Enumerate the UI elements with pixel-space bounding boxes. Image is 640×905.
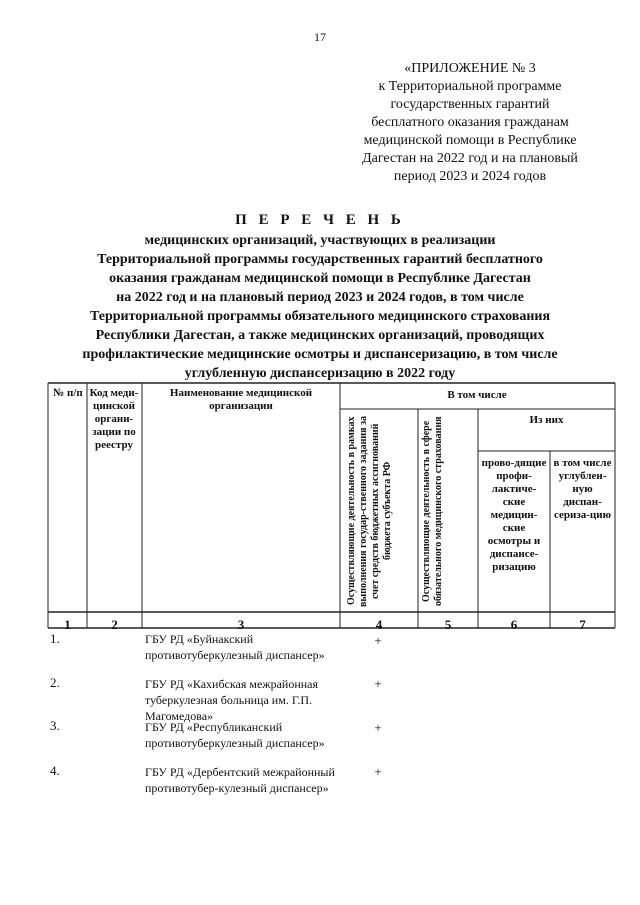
title-line: медицинских организаций, участвующих в реализации bbox=[144, 233, 496, 248]
title-line: углубленную диспансеризацию в 2022 году bbox=[184, 366, 456, 381]
header-code: Код меди-цинской органи-зации по реестру bbox=[89, 387, 139, 451]
row-organization-name: ГБУ РД «Республиканский противотуберкулезный диспансер» bbox=[145, 720, 325, 750]
appendix-line: государственных гарантий bbox=[390, 97, 550, 112]
row-col4-mark: + bbox=[374, 764, 382, 779]
column-number: 6 bbox=[510, 617, 518, 632]
appendix-line: к Территориальной программе bbox=[378, 79, 562, 94]
row-col4-mark: + bbox=[374, 633, 382, 648]
header-name: Наименование медицинской организации bbox=[169, 387, 313, 412]
row-organization-name: ГБУ РД «Дербентский межрайонный противотубер-кулезный диспансер» bbox=[145, 765, 335, 795]
column-number: 2 bbox=[111, 617, 118, 632]
title-line: Территориальной программы обязательного медицинского страхования bbox=[89, 309, 551, 324]
document-title bbox=[0, 212, 640, 383]
title-line: Республики Дагестан, а также медицинских организаций, проводящих bbox=[95, 328, 545, 343]
appendix-line: «ПРИЛОЖЕНИЕ № 3 bbox=[404, 61, 536, 76]
row-number: 3. bbox=[50, 718, 60, 733]
title-line: Территориальной программы государственных гарантий бесплатного bbox=[97, 252, 543, 267]
row-number: 2. bbox=[50, 675, 60, 690]
column-number: 7 bbox=[579, 617, 586, 632]
appendix-line: период 2023 и 2024 годов bbox=[393, 169, 547, 184]
column-number: 5 bbox=[444, 617, 452, 632]
row-col4-mark: + bbox=[374, 676, 382, 691]
page-number: 17 bbox=[314, 30, 326, 44]
header-of-them: Из них bbox=[529, 414, 564, 426]
header-including: В том числе bbox=[447, 389, 507, 401]
header-col7: в том числе углублен-ную диспан-сериза-цию bbox=[553, 457, 612, 521]
header-col4: Осуществляющие деятельность в рамках выполнения государ-ственного задания за счет средств бюджетных ассигнований бюджета субъекта РФ bbox=[346, 415, 393, 607]
column-number: 4 bbox=[375, 617, 383, 632]
title-heading: П Е Р Е Ч Е Н Ь bbox=[235, 212, 405, 228]
row-number: 1. bbox=[50, 631, 60, 646]
header-col5: Осуществляющие деятельность в сфере обязательного медицинского страхования bbox=[421, 416, 444, 606]
row-col4-mark: + bbox=[374, 720, 382, 735]
row-number: 4. bbox=[50, 763, 60, 778]
row-organization-name: ГБУ РД «Буйнакский противотуберкулезный диспансер» bbox=[145, 632, 325, 662]
appendix-line: Дагестан на 2022 год и на плановый bbox=[362, 151, 578, 166]
appendix-line: медицинской помощи в Республике bbox=[363, 133, 577, 148]
row-organization-name: ГБУ РД «Кахибская межрайонная туберкулезная больница им. Г.П. Магомедова» bbox=[145, 677, 319, 723]
appendix-block bbox=[330, 60, 610, 186]
title-line: оказания гражданам медицинской помощи в Республике Дагестан bbox=[109, 271, 531, 286]
header-num: № п/п bbox=[53, 387, 83, 399]
column-number: 1 bbox=[64, 617, 71, 632]
column-number: 3 bbox=[237, 617, 245, 632]
appendix-line: бесплатного оказания гражданам bbox=[371, 115, 569, 130]
header-col6: прово-дящие профи-лактиче-ские медицин-ские осмотры и диспансе-ризацию bbox=[481, 457, 547, 573]
title-line: на 2022 год и на плановый период 2023 и 2024 годов, в том числе bbox=[116, 290, 524, 305]
title-line: профилактические медицинские осмотры и диспансеризацию, в том числе bbox=[82, 347, 558, 362]
